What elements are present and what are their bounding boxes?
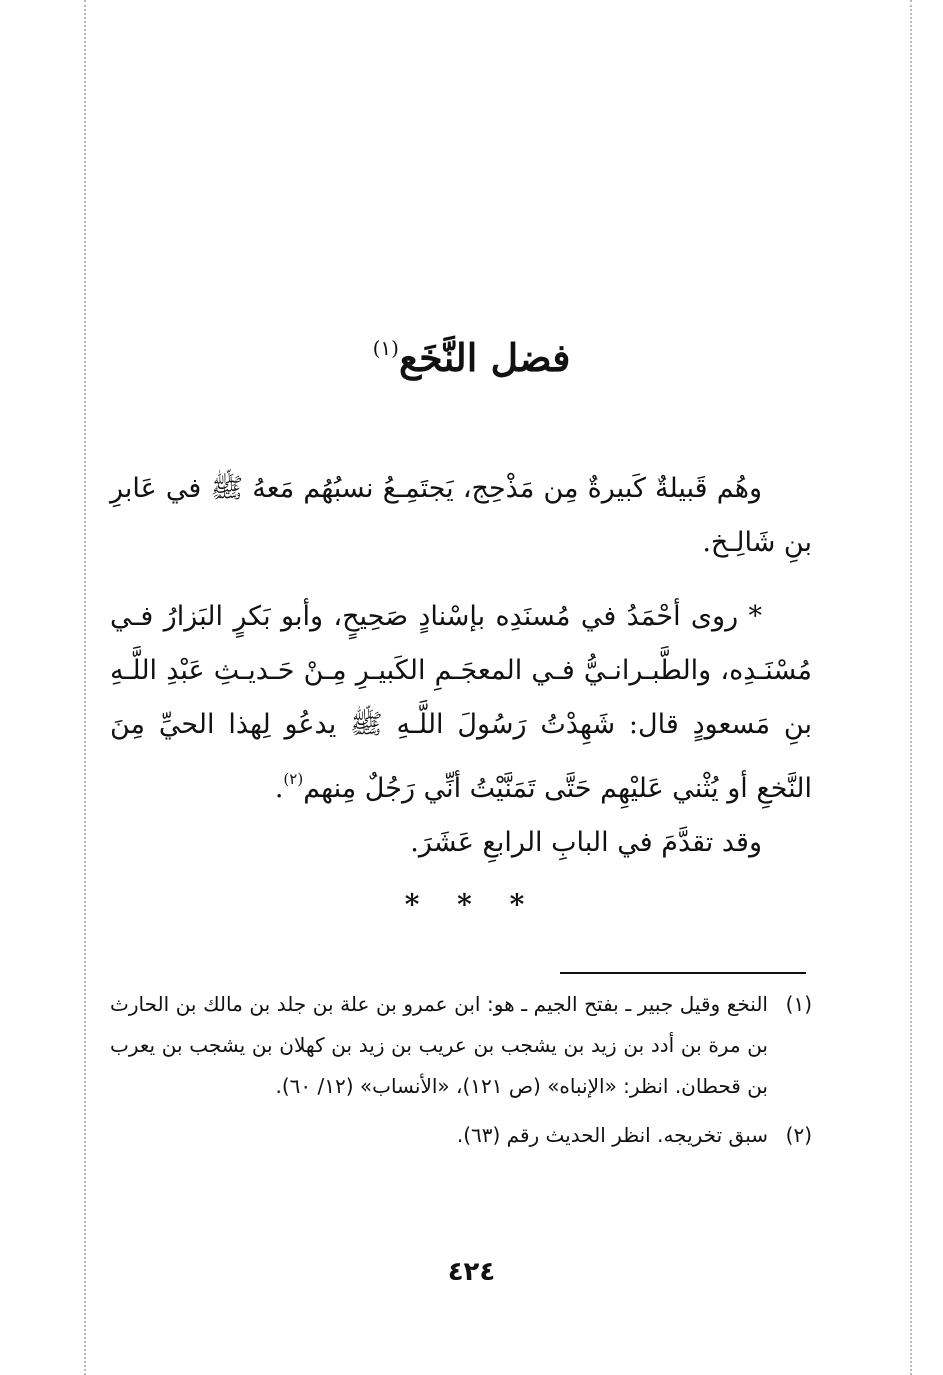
hadith-tail: .	[274, 773, 284, 804]
page-number: ٤٢٤	[447, 1257, 496, 1287]
footnote-divider	[560, 972, 806, 974]
section-separator: * * *	[404, 888, 539, 921]
footnote-1-text: النخع وقيل جبير ـ بفتح الجيم ـ هو: ابن عمرو بن علة بن جلد بن مالك بن الحارث بن مرة بن أدد بن زيد بن يشجب بن عريب بن زيد بن كهلان بن يشجب بن يعرب بن قحطان. انظر: «الإنباه» (ص ١٢١)، «الأنساب» (١٢/ ٦٠).	[110, 992, 768, 1098]
footnote-2-text: سبق تخريجه. انظر الحديث رقم (٦٣).	[456, 1123, 768, 1147]
footnotes	[110, 984, 812, 1164]
footnote-2	[110, 1115, 812, 1156]
paragraph-hadith	[110, 590, 812, 816]
chapter-title	[0, 318, 943, 388]
footnote-1-number: (١)	[785, 992, 812, 1016]
title-footnote-ref: (١)	[372, 336, 399, 360]
footnote-1	[110, 984, 812, 1107]
paragraph-cross-reference: وقد تقدَّمَ في البابِ الرابعِ عَشَرَ.	[410, 827, 762, 858]
hadith-text: * روى أحْمَدُ في مُسنَدِه بإسْنادٍ صَحِيحٍ، وأبو بَكرٍ البَزارُ فـي مُسْنَـدِه، والطَّبـرانـيُّ فـي المعجَـمِ الكَبيـرِ مِـنْ حَـديـثِ عَبْدِ اللَّـهِ بنِ مَسعودٍ قال: شَهِدْتُ رَسُولَ اللَّـهِ ﷺ يدعُو لِهذا الحيِّ مِنَ النَّخعِ أو يُثْني عَليْهِم حَتَّى تَمَنَّيْتُ أنِّي رَجُلٌ مِنهم	[110, 601, 812, 804]
chapter-title-text: فضل النَّخَع	[398, 335, 571, 380]
footnote-2-number: (٢)	[785, 1123, 812, 1147]
paragraph-intro: وهُم قَبيلةٌ كَبيرةٌ مِن مَذْحِج، يَجتَمِـعُ نسبُهُم مَعهُ ﷺ في عَابرِ بنِ شَالِـخ.	[110, 473, 812, 558]
hadith-footnote-ref: (٢)	[283, 770, 304, 788]
main-text	[110, 462, 812, 870]
